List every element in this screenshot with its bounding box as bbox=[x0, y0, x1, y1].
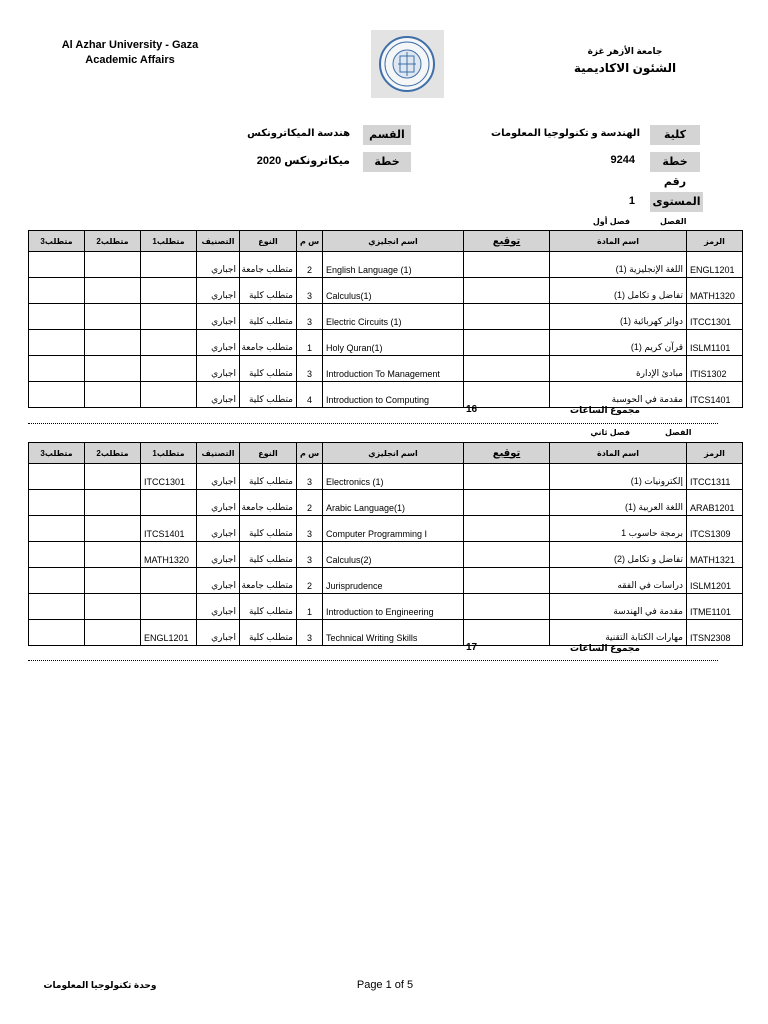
col-header-class: التصنيف bbox=[197, 231, 240, 252]
course-name-en-cell: Introduction To Management bbox=[323, 356, 464, 382]
prereq-3-cell bbox=[29, 356, 85, 382]
table-row bbox=[29, 568, 743, 594]
university-name-en: Al Azhar University - Gaza bbox=[61, 39, 199, 51]
prereq-2-cell bbox=[85, 278, 141, 304]
course-name-ar-cell: قرآن كريم (1) bbox=[550, 330, 687, 356]
university-name-ar: جامعة الأزهر غزة bbox=[587, 46, 663, 56]
col-header-pre1: متطلب1 bbox=[141, 443, 197, 464]
level-label: المستوى bbox=[650, 192, 703, 212]
course-type-cell: متطلب كلية bbox=[240, 304, 297, 330]
course-name-ar-cell: دوائر كهربائية (1) bbox=[550, 304, 687, 330]
prereq-1-cell: MATH1320 bbox=[141, 542, 197, 568]
prereq-3-cell bbox=[29, 490, 85, 516]
prereq-2-cell bbox=[85, 542, 141, 568]
course-code-cell: ISLM1101 bbox=[687, 330, 743, 356]
prereq-1-cell bbox=[141, 490, 197, 516]
course-name-en-cell: Electronics (1) bbox=[323, 464, 464, 490]
table-row bbox=[29, 382, 743, 408]
course-type-cell: متطلب كلية bbox=[240, 594, 297, 620]
signature-cell bbox=[464, 516, 550, 542]
col-header-hours: س م bbox=[297, 443, 323, 464]
prereq-3-cell bbox=[29, 464, 85, 490]
course-type-cell: متطلب كلية bbox=[240, 382, 297, 408]
credit-hours-cell: 1 bbox=[297, 330, 323, 356]
semester-word-1: الفصل bbox=[660, 217, 687, 226]
course-name-en-cell: Holy Quran(1) bbox=[323, 330, 464, 356]
course-code-cell: ITCC1311 bbox=[687, 464, 743, 490]
prereq-1-cell bbox=[141, 330, 197, 356]
course-type-cell: متطلب كلية bbox=[240, 516, 297, 542]
prereq-2-cell bbox=[85, 490, 141, 516]
credit-hours-cell: 2 bbox=[297, 568, 323, 594]
semester-name-1: فصل أول bbox=[592, 217, 630, 226]
classification-cell: اجباري bbox=[197, 464, 240, 490]
course-name-ar-cell: مهارات الكتابة التقنية bbox=[550, 620, 687, 646]
course-name-en-cell: English Language (1) bbox=[323, 252, 464, 278]
col-header-name-ar: اسم المادة bbox=[550, 231, 687, 252]
classification-cell: اجباري bbox=[197, 568, 240, 594]
prereq-1-cell bbox=[141, 356, 197, 382]
course-type-cell: متطلب كلية bbox=[240, 620, 297, 646]
course-name-ar-cell: مقدمة في الحوسبة bbox=[550, 382, 687, 408]
credit-hours-cell: 2 bbox=[297, 490, 323, 516]
course-name-en-cell: Introduction to Engineering bbox=[323, 594, 464, 620]
course-name-en-cell: Introduction to Computing bbox=[323, 382, 464, 408]
classification-cell: اجباري bbox=[197, 594, 240, 620]
plan-value: ميكاترونكس 2020 bbox=[256, 155, 350, 167]
signature-cell bbox=[464, 542, 550, 568]
department-value: هندسة الميكاترونكس bbox=[247, 128, 350, 139]
plan-label: خطة bbox=[363, 152, 411, 172]
prereq-3-cell bbox=[29, 568, 85, 594]
col-header-hours: س م bbox=[297, 231, 323, 252]
course-name-ar-cell: اللغة العربية (1) bbox=[550, 490, 687, 516]
course-code-cell: ITME1101 bbox=[687, 594, 743, 620]
course-code-cell: ITCS1401 bbox=[687, 382, 743, 408]
course-type-cell: متطلب جامعة bbox=[240, 490, 297, 516]
university-seal-icon bbox=[371, 30, 444, 98]
course-name-en-cell: Calculus(2) bbox=[323, 542, 464, 568]
faculty-label: كلية bbox=[650, 125, 700, 145]
course-name-ar-cell: تفاضل و تكامل (1) bbox=[550, 278, 687, 304]
prereq-2-cell bbox=[85, 620, 141, 646]
table-row bbox=[29, 516, 743, 542]
course-name-en-cell: Computer Programming I bbox=[323, 516, 464, 542]
course-code-cell: ITIS1302 bbox=[687, 356, 743, 382]
prereq-3-cell bbox=[29, 516, 85, 542]
course-name-en-cell: Calculus(1) bbox=[323, 278, 464, 304]
footer-page-number: Page 1 of 5 bbox=[356, 979, 414, 991]
university-logo bbox=[371, 30, 444, 98]
semester-1-divider bbox=[28, 423, 718, 424]
table-row bbox=[29, 330, 743, 356]
course-type-cell: متطلب كلية bbox=[240, 542, 297, 568]
signature-cell bbox=[464, 252, 550, 278]
department-label: القسم bbox=[363, 125, 411, 145]
credit-hours-cell: 3 bbox=[297, 542, 323, 568]
table-header-row bbox=[29, 231, 743, 252]
credit-hours-cell: 3 bbox=[297, 464, 323, 490]
prereq-2-cell bbox=[85, 382, 141, 408]
table-row bbox=[29, 620, 743, 646]
prereq-1-cell bbox=[141, 304, 197, 330]
credit-hours-cell: 3 bbox=[297, 278, 323, 304]
semester-1-total-hours: 16 bbox=[466, 404, 478, 415]
faculty-value: الهندسة و تكنولوجيا المعلومات bbox=[491, 128, 640, 139]
prereq-3-cell bbox=[29, 330, 85, 356]
col-header-pre1: متطلب1 bbox=[141, 231, 197, 252]
academic-affairs-en: Academic Affairs bbox=[85, 54, 175, 66]
course-code-cell: ISLM1201 bbox=[687, 568, 743, 594]
table-row bbox=[29, 542, 743, 568]
signature-cell bbox=[464, 464, 550, 490]
table-header-row bbox=[29, 443, 743, 464]
prereq-3-cell bbox=[29, 252, 85, 278]
col-header-sign: توقيع bbox=[464, 443, 550, 464]
course-type-cell: متطلب كلية bbox=[240, 464, 297, 490]
course-name-ar-cell: مقدمة في الهندسة bbox=[550, 594, 687, 620]
course-name-en-cell: Technical Writing Skills bbox=[323, 620, 464, 646]
prereq-1-cell bbox=[141, 382, 197, 408]
courses-body-semester-1 bbox=[29, 252, 743, 408]
prereq-1-cell bbox=[141, 278, 197, 304]
course-type-cell: متطلب كلية bbox=[240, 356, 297, 382]
prereq-1-cell bbox=[141, 568, 197, 594]
course-type-cell: متطلب كلية bbox=[240, 278, 297, 304]
prereq-2-cell bbox=[85, 304, 141, 330]
prereq-2-cell bbox=[85, 330, 141, 356]
col-header-pre2: متطلب2 bbox=[85, 231, 141, 252]
col-header-code: الرمز bbox=[687, 443, 743, 464]
signature-cell bbox=[464, 278, 550, 304]
table-row bbox=[29, 278, 743, 304]
course-type-cell: متطلب جامعة bbox=[240, 252, 297, 278]
classification-cell: اجباري bbox=[197, 252, 240, 278]
courses-table-semester-2 bbox=[28, 442, 743, 646]
col-header-type: النوع bbox=[240, 231, 297, 252]
course-code-cell: ENGL1201 bbox=[687, 252, 743, 278]
table-row bbox=[29, 594, 743, 620]
col-header-name-en: اسم انجليزي bbox=[323, 443, 464, 464]
footer-unit-name: وحدة تكنولوجيا المعلومات bbox=[43, 980, 157, 990]
prereq-1-cell bbox=[141, 252, 197, 278]
course-type-cell: متطلب جامعة bbox=[240, 330, 297, 356]
courses-body-semester-2 bbox=[29, 464, 743, 646]
classification-cell: اجباري bbox=[197, 278, 240, 304]
signature-cell bbox=[464, 330, 550, 356]
col-header-class: التصنيف bbox=[197, 443, 240, 464]
level-value: 1 bbox=[628, 195, 635, 207]
prereq-3-cell bbox=[29, 620, 85, 646]
course-name-en-cell: Electric Circuits (1) bbox=[323, 304, 464, 330]
prereq-2-cell bbox=[85, 594, 141, 620]
classification-cell: اجباري bbox=[197, 330, 240, 356]
semester-2-total-hours: 17 bbox=[466, 642, 478, 653]
course-code-cell: ITSN2308 bbox=[687, 620, 743, 646]
semester-1-total-label: مجموع الساعات bbox=[570, 405, 640, 415]
prereq-2-cell bbox=[85, 252, 141, 278]
signature-cell bbox=[464, 490, 550, 516]
prereq-3-cell bbox=[29, 594, 85, 620]
classification-cell: اجباري bbox=[197, 542, 240, 568]
signature-cell bbox=[464, 356, 550, 382]
prereq-1-cell: ENGL1201 bbox=[141, 620, 197, 646]
signature-cell bbox=[464, 304, 550, 330]
prereq-3-cell bbox=[29, 542, 85, 568]
course-code-cell: ITCC1301 bbox=[687, 304, 743, 330]
course-code-cell: MATH1321 bbox=[687, 542, 743, 568]
credit-hours-cell: 3 bbox=[297, 304, 323, 330]
table-row bbox=[29, 252, 743, 278]
prereq-3-cell bbox=[29, 304, 85, 330]
prereq-3-cell bbox=[29, 278, 85, 304]
course-code-cell: ARAB1201 bbox=[687, 490, 743, 516]
prereq-2-cell bbox=[85, 516, 141, 542]
credit-hours-cell: 2 bbox=[297, 252, 323, 278]
university-header-en bbox=[40, 38, 220, 68]
semester-word-2: الفصل bbox=[665, 428, 692, 437]
semester-2-total-label: مجموع الساعات bbox=[570, 643, 640, 653]
col-header-pre3: متطلب3 bbox=[29, 231, 85, 252]
col-header-code: الرمز bbox=[687, 231, 743, 252]
course-name-ar-cell: برمجة حاسوب 1 bbox=[550, 516, 687, 542]
semester-name-2: فصل ثاني bbox=[590, 428, 630, 437]
prereq-2-cell bbox=[85, 356, 141, 382]
prereq-1-cell bbox=[141, 594, 197, 620]
table-row bbox=[29, 356, 743, 382]
credit-hours-cell: 3 bbox=[297, 516, 323, 542]
col-header-sign: توقيع bbox=[464, 231, 550, 252]
course-code-cell: ITCS1309 bbox=[687, 516, 743, 542]
credit-hours-cell: 3 bbox=[297, 356, 323, 382]
classification-cell: اجباري bbox=[197, 516, 240, 542]
table-row bbox=[29, 464, 743, 490]
university-header-ar bbox=[560, 46, 690, 75]
signature-cell bbox=[464, 568, 550, 594]
classification-cell: اجباري bbox=[197, 490, 240, 516]
courses-table-semester-1 bbox=[28, 230, 743, 408]
course-name-en-cell: Arabic Language(1) bbox=[323, 490, 464, 516]
academic-affairs-ar: الشئون الاكاديمية bbox=[573, 61, 677, 75]
course-type-cell: متطلب جامعة bbox=[240, 568, 297, 594]
signature-cell bbox=[464, 594, 550, 620]
table-row bbox=[29, 490, 743, 516]
classification-cell: اجباري bbox=[197, 382, 240, 408]
classification-cell: اجباري bbox=[197, 356, 240, 382]
prereq-3-cell bbox=[29, 382, 85, 408]
prereq-2-cell bbox=[85, 568, 141, 594]
course-name-ar-cell: إلكترونيات (1) bbox=[550, 464, 687, 490]
credit-hours-cell: 1 bbox=[297, 594, 323, 620]
course-name-ar-cell: اللغة الإنجليزية (1) bbox=[550, 252, 687, 278]
prereq-2-cell bbox=[85, 464, 141, 490]
col-header-pre2: متطلب2 bbox=[85, 443, 141, 464]
classification-cell: اجباري bbox=[197, 304, 240, 330]
plan-number-value: 9244 bbox=[610, 154, 635, 166]
col-header-type: النوع bbox=[240, 443, 297, 464]
classification-cell: اجباري bbox=[197, 620, 240, 646]
prereq-1-cell: ITCC1301 bbox=[141, 464, 197, 490]
course-code-cell: MATH1320 bbox=[687, 278, 743, 304]
course-name-ar-cell: مبادئ الإدارة bbox=[550, 356, 687, 382]
credit-hours-cell: 4 bbox=[297, 382, 323, 408]
plan-number-label: خطة رقم bbox=[650, 152, 700, 172]
course-name-ar-cell: تفاضل و تكامل (2) bbox=[550, 542, 687, 568]
col-header-pre3: متطلب3 bbox=[29, 443, 85, 464]
prereq-1-cell: ITCS1401 bbox=[141, 516, 197, 542]
table-row bbox=[29, 304, 743, 330]
col-header-name-en: اسم انجليزي bbox=[323, 231, 464, 252]
semester-2-divider bbox=[28, 660, 718, 661]
course-name-ar-cell: دراسات في الفقه bbox=[550, 568, 687, 594]
credit-hours-cell: 3 bbox=[297, 620, 323, 646]
col-header-name-ar: اسم المادة bbox=[550, 443, 687, 464]
course-name-en-cell: Jurisprudence bbox=[323, 568, 464, 594]
